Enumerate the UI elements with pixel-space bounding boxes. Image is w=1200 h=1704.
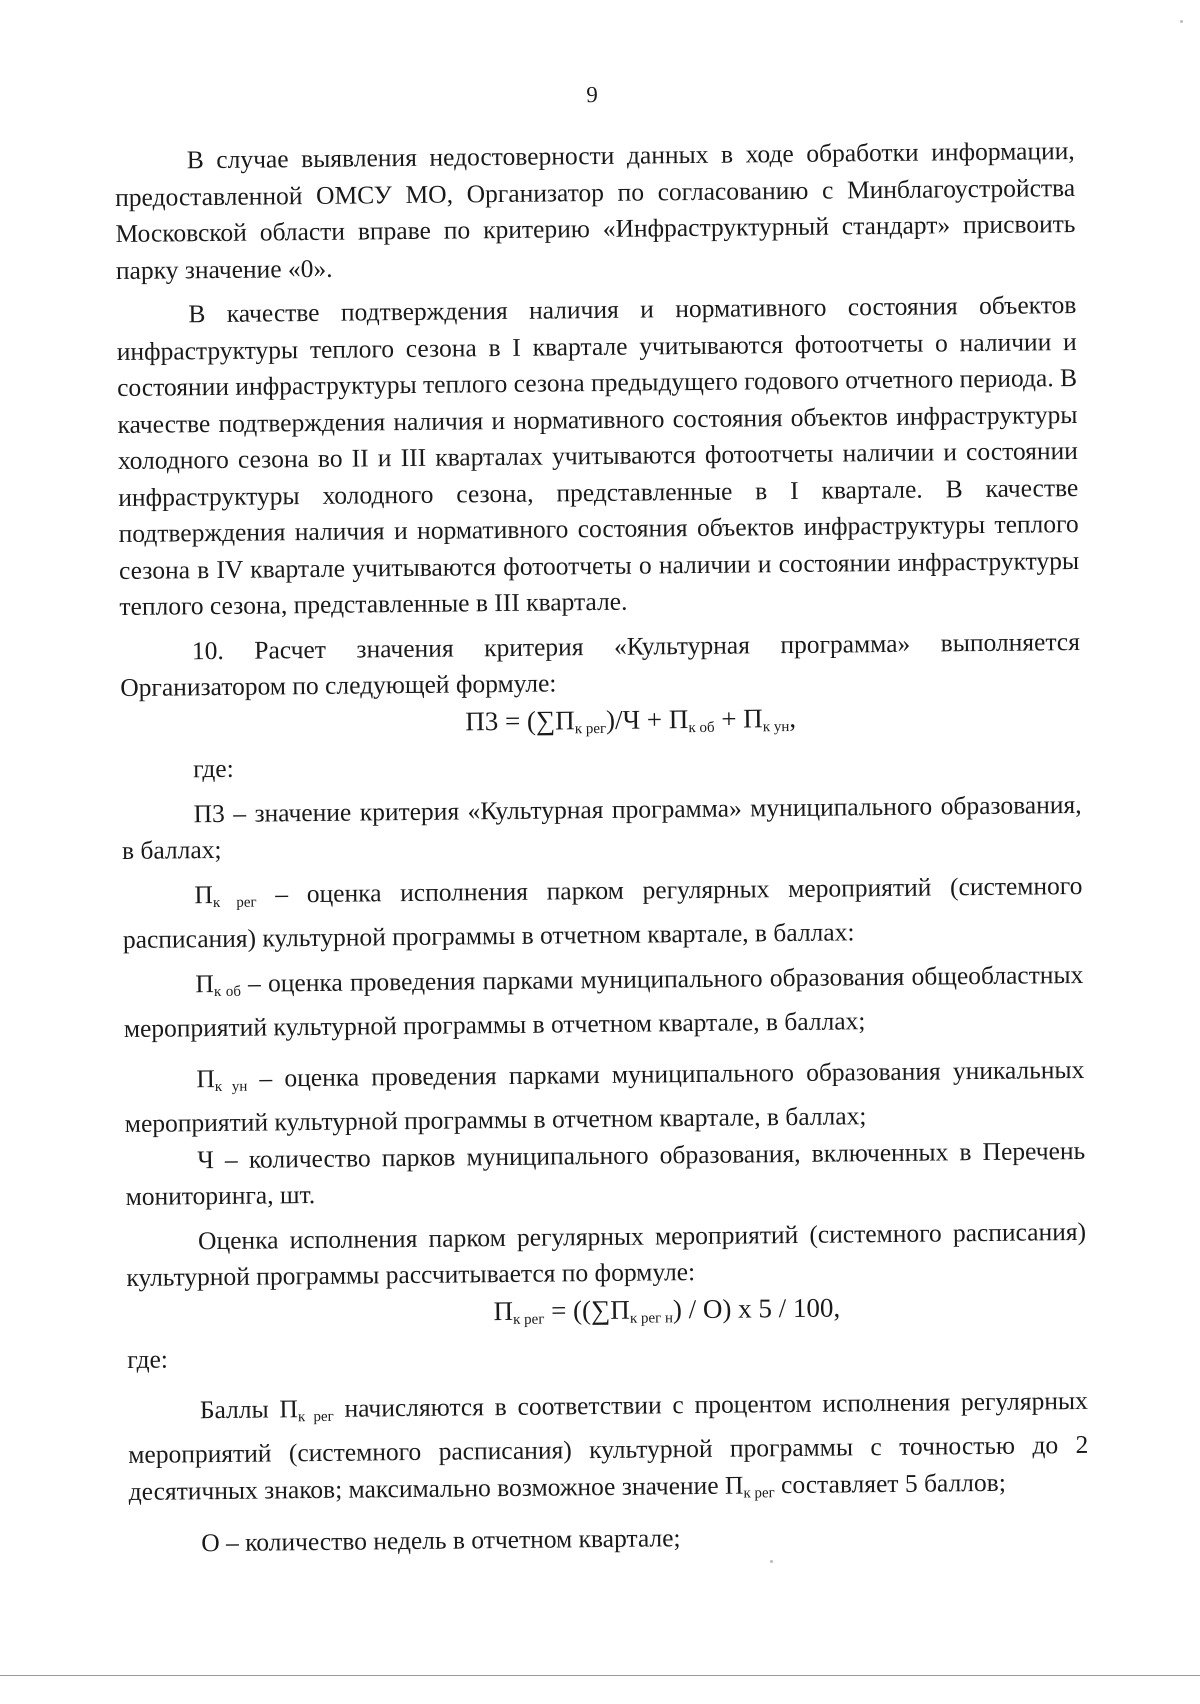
paragraph-points-a: Баллы П xyxy=(199,1393,299,1424)
paragraph-points-b: начисляются в соответствии с процентом исполнения регулярных мероприятий (системного расписания) культурной программы с точностью до 2 десятичных знаков; максимально возможное значение П xyxy=(128,1385,1089,1506)
paragraph-points-c: составляет 5 баллов; xyxy=(774,1467,1006,1499)
paragraph-points-sub2: к рег xyxy=(743,1484,775,1502)
formula-pk-reg-sub1: к рег xyxy=(512,1311,545,1328)
paragraph-culture-criterion: 10. Расчет значения критерия «Культурная программа» выполняется Организатором по следующей формуле: xyxy=(120,626,1080,703)
formula-p3-mid2: + П xyxy=(714,702,763,734)
scan-edge-line xyxy=(0,1675,1200,1676)
definition-pk-un-symbol: П xyxy=(196,1063,215,1093)
formula-pk-reg-end: ) / О) х 5 / 100, xyxy=(672,1292,841,1324)
paragraph-data-unreliability: В случае выявления недостоверности данных в ходе обработки информации, предоставленной ОМСУ МО, Организатор по согласованию с Минблагоустройства Московской области вправе по критерию «Инфраструктурный стандарт» присвоить парку значение «0». xyxy=(114,135,1076,285)
formula-p3-lhs: П3 = (∑П xyxy=(465,704,575,736)
definition-pk-reg-sub: к рег xyxy=(212,894,257,911)
definition-pk-un xyxy=(124,1051,1085,1142)
formula-p3-mid1: )/Ч + П xyxy=(605,703,689,735)
definition-pk-reg xyxy=(122,867,1083,958)
definition-pk-un-sub: к ун xyxy=(214,1078,248,1095)
scan-artifact xyxy=(770,1560,773,1563)
paragraph-points-sub1: к рег xyxy=(297,1408,334,1425)
definition-pk-ob-symbol: П xyxy=(195,968,214,998)
where-label-2: где: xyxy=(127,1344,169,1374)
scan-artifact xyxy=(1180,20,1183,23)
definition-pk-ob xyxy=(123,956,1084,1047)
definition-o: О – количество недель в отчетном квартале; xyxy=(201,1523,681,1558)
paragraph-photo-reports: В качестве подтверждения наличия и нормативного состояния объектов инфраструктуры теплого сезона в I квартале учитываются фотоотчеты о наличии и состоянии инфраструктуры теплого сезона предыдущего годового отчетного периода. В качестве подтверждения наличия и нормативного состояния объектов инфраструктуры холодного сезона во II и III кварталах учитываются фотоотчеты наличии и состоянии инфраструктуры холодного сезона, представленные в I квартале. В качестве подтверждения наличия и нормативного состояния объектов инфраструктуры теплого сезона в IV квартале учитываются фотоотчеты о наличии и состоянии инфраструктуры теплого сезона, представленные в III квартале. xyxy=(116,289,1080,622)
formula-pk-reg-mid: = ((∑П xyxy=(544,1294,630,1326)
definition-ch: Ч – количество парков муниципального образования, включенных в Перечень мониторинга, шт. xyxy=(125,1135,1086,1211)
definition-pk-un-text: – оценка проведения парками муниципального образования уникальных мероприятий культурной программы в отчетном квартале, в баллах; xyxy=(124,1054,1085,1138)
formula-pk-reg-lhs: П xyxy=(493,1295,514,1326)
page-number: 9 xyxy=(586,81,598,108)
document-body xyxy=(115,133,1090,1562)
formula-p3-sub-un: к ун xyxy=(762,718,790,735)
definition-pk-ob-sub: к об xyxy=(213,983,242,1000)
formula-p3-sub-reg: к рег xyxy=(574,720,607,737)
paragraph-points xyxy=(128,1382,1089,1518)
definition-pk-reg-symbol: П xyxy=(194,879,214,909)
where-label-1: где: xyxy=(192,753,234,784)
formula-p3-sub-ob: к об xyxy=(688,719,715,736)
definition-pk-reg-text: – оценка исполнения парком регулярных мероприятий (системного расписания) культурной программы в отчетном квартале, в баллах: xyxy=(122,870,1083,954)
paragraph-regular-events: Оценка исполнения парком регулярных мероприятий (системного расписания) культурной программы рассчитывается по формуле: xyxy=(126,1216,1087,1292)
definition-p3: П3 – значение критерия «Культурная программа» муниципального образования, в баллах; xyxy=(121,789,1082,866)
formula-p3-end: , xyxy=(789,702,797,733)
formula-pk-reg-sub2: к рег н xyxy=(629,1309,674,1327)
definition-pk-ob-text: – оценка проведения парками муниципального образования общеобластных мероприятий культурной программы в отчетном квартале, в баллах; xyxy=(123,959,1084,1043)
